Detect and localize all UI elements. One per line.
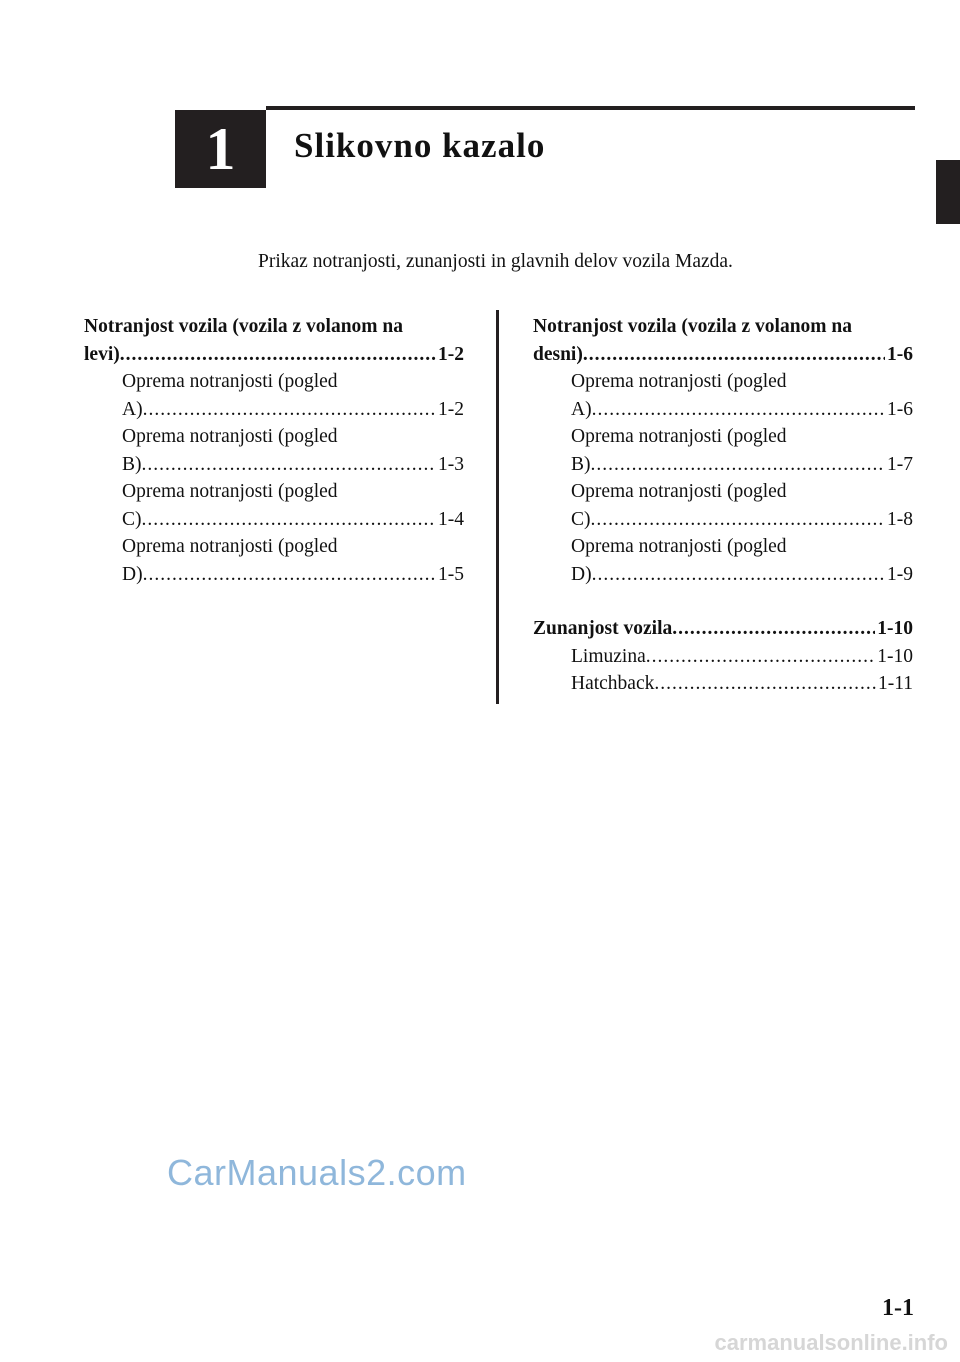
toc-entry-label-end: B) — [122, 453, 142, 475]
toc-section-title[interactable] — [533, 313, 913, 368]
toc-leader-line — [122, 396, 464, 424]
toc-leader-line — [571, 643, 913, 671]
toc-section-title-end: desni) — [533, 343, 583, 365]
dot-leader — [646, 643, 876, 671]
toc-entry-label: Oprema notranjosti (pogled — [122, 481, 338, 502]
toc-entry-label-end: C) — [571, 508, 591, 530]
toc-section-title[interactable] — [84, 313, 464, 368]
toc-entry-label-end: D) — [122, 563, 143, 585]
dot-leader — [591, 506, 886, 534]
toc-page-ref: 1-5 — [438, 563, 464, 585]
toc-entry[interactable] — [533, 478, 913, 533]
intro-text: Prikaz notranjosti, zunanjosti in glavnih delov vozila Mazda. — [258, 251, 733, 272]
toc-section-title[interactable] — [533, 615, 913, 643]
dot-leader — [142, 451, 437, 479]
toc-entry-label: Oprema notranjosti (pogled — [571, 426, 787, 447]
dot-leader — [120, 341, 436, 369]
toc-page-ref: 1-2 — [438, 343, 464, 365]
toc-entry-label: Oprema notranjosti (pogled — [122, 536, 338, 557]
toc-section-title-line: Notranjost vozila (vozila z volanom na — [533, 316, 853, 337]
toc-page-ref: 1-9 — [887, 563, 913, 585]
toc-section-interior-right — [533, 313, 913, 588]
dot-leader — [143, 396, 436, 424]
toc-page-ref: 1-6 — [887, 343, 913, 365]
toc-leader-line — [571, 451, 913, 479]
toc-entry-label-end: B) — [571, 453, 591, 475]
column-divider — [496, 310, 499, 704]
toc-page-ref: 1-4 — [438, 508, 464, 530]
toc-entry[interactable] — [533, 670, 913, 698]
toc-entry[interactable] — [533, 643, 913, 671]
toc-entry-label: Oprema notranjosti (pogled — [122, 426, 338, 447]
chapter-number: 1 — [205, 115, 236, 182]
toc-page-ref: 1-2 — [438, 398, 464, 420]
dot-leader — [591, 451, 886, 479]
toc-section-title-end: Zunanjost vozila — [533, 618, 673, 639]
dot-leader — [142, 506, 437, 534]
toc-leader-line — [571, 506, 913, 534]
toc-page-ref: 1-11 — [877, 673, 913, 694]
toc-page-ref: 1-10 — [877, 645, 913, 667]
page-number: 1-1 — [882, 1295, 914, 1321]
toc-page-ref: 1-3 — [438, 453, 464, 475]
header-rule — [266, 106, 915, 110]
toc-entry-label-end: A) — [122, 398, 143, 420]
toc-leader-line — [571, 670, 913, 698]
toc-section-title-line: Notranjost vozila (vozila z volanom na — [84, 316, 404, 337]
toc-page-ref: 1-7 — [887, 453, 913, 475]
site-watermark: carmanualsonline.info — [714, 1330, 948, 1355]
toc-entry[interactable] — [84, 423, 464, 478]
watermark-logo: CarManuals2.com — [167, 1152, 467, 1193]
toc-right-column — [533, 313, 913, 698]
dot-leader — [672, 615, 875, 643]
chapter-title: Slikovno kazalo — [294, 126, 546, 165]
toc-entry-label: Limuzina — [571, 645, 646, 667]
toc-entry-label-end: C) — [122, 508, 142, 530]
dot-leader — [143, 561, 436, 589]
toc-leader-line — [533, 615, 913, 643]
toc-section-exterior — [533, 615, 913, 698]
toc-entry[interactable] — [533, 368, 913, 423]
toc-entry-label: Oprema notranjosti (pogled — [571, 371, 787, 392]
toc-entry[interactable] — [84, 533, 464, 588]
toc-entry[interactable] — [533, 423, 913, 478]
toc-section-title-end: levi) — [84, 343, 120, 365]
dot-leader — [583, 341, 885, 369]
toc-page-ref: 1-8 — [887, 508, 913, 530]
toc-leader-line — [122, 506, 464, 534]
toc-entry-label: Oprema notranjosti (pogled — [571, 536, 787, 557]
toc-entry[interactable] — [84, 478, 464, 533]
chapter-number-box — [175, 110, 266, 188]
toc-leader-line — [571, 396, 913, 424]
toc-page-ref: 1-10 — [877, 618, 913, 639]
dot-leader — [592, 396, 885, 424]
chapter-edge-tab — [936, 160, 960, 224]
toc-entry[interactable] — [84, 368, 464, 423]
toc-page-ref: 1-6 — [887, 398, 913, 420]
toc-leader-line — [533, 341, 913, 369]
toc-leader-line — [122, 451, 464, 479]
toc-entry-label: Oprema notranjosti (pogled — [122, 371, 338, 392]
toc-leader-line — [122, 561, 464, 589]
toc-entry-label-end: D) — [571, 563, 592, 585]
toc-section-interior-left — [84, 313, 464, 588]
toc-leader-line — [571, 561, 913, 589]
toc-entry-label: Oprema notranjosti (pogled — [571, 481, 787, 502]
toc-entry-label-end: A) — [571, 398, 592, 420]
dot-leader — [592, 561, 885, 589]
dot-leader — [654, 670, 876, 698]
toc-entry-label: Hatchback — [571, 673, 655, 694]
toc-entry[interactable] — [533, 533, 913, 588]
toc-left-column — [84, 313, 464, 588]
toc-leader-line — [84, 341, 464, 369]
